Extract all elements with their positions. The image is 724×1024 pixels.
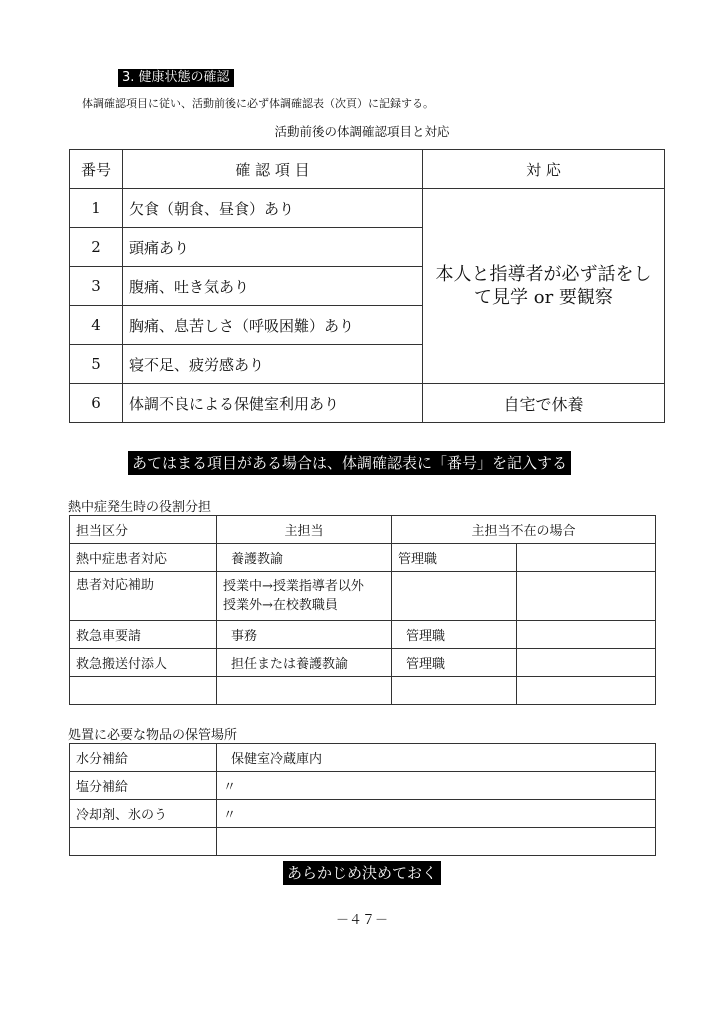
table3-caption: 処置に必要な物品の保管場所 <box>68 728 238 743</box>
row-number: 1 <box>70 189 123 228</box>
row-item: 腹痛、吐き気あり <box>123 267 423 306</box>
empty-cell <box>70 677 217 705</box>
table-row <box>70 384 665 423</box>
header-item: 確 認 項 目 <box>123 150 423 189</box>
role-absent-2 <box>517 621 656 649</box>
role-main: 事務 <box>217 621 392 649</box>
table-row <box>70 744 656 772</box>
empty-cell <box>217 828 656 856</box>
empty-cell <box>392 677 517 705</box>
row-item: 胸痛、息苦しさ（呼吸困難）あり <box>123 306 423 345</box>
row-number: 5 <box>70 345 123 384</box>
role-category: 患者対応補助 <box>70 572 217 621</box>
role-category: 救急搬送付添人 <box>70 649 217 677</box>
table-row <box>70 544 656 572</box>
storage-location: 保健室冷蔵庫内 <box>217 744 656 772</box>
instruction-text: 体調確認項目に従い、活動前後に必ず体調確認表（次頁）に記録する。 <box>82 97 434 110</box>
role-absent-1 <box>392 572 517 621</box>
table-row <box>70 572 656 621</box>
table-row-empty <box>70 677 656 705</box>
table-row <box>70 621 656 649</box>
row-item: 頭痛あり <box>123 228 423 267</box>
empty-cell <box>70 828 217 856</box>
header-main: 主担当 <box>217 516 392 544</box>
response-rest-at-home: 自宅で休養 <box>423 384 665 423</box>
page-number: －４７－ <box>335 913 388 928</box>
row-item: 寝不足、疲労感あり <box>123 345 423 384</box>
role-absent-1: 管理職 <box>392 621 517 649</box>
response-group-text: 本人と指導者が必ず話をして見学 or 要観察 <box>435 264 652 308</box>
role-absent-2 <box>517 649 656 677</box>
header-response: 対 応 <box>423 150 665 189</box>
health-check-table <box>69 149 665 423</box>
table2-caption: 熱中症発生時の役割分担 <box>68 500 212 515</box>
response-group <box>423 189 665 384</box>
table-row <box>70 772 656 800</box>
section-heading: 3. 健康状態の確認 <box>118 69 234 87</box>
row-number: 3 <box>70 267 123 306</box>
header-absent: 主担当不在の場合 <box>392 516 656 544</box>
row-item: 体調不良による保健室利用あり <box>123 384 423 423</box>
storage-item: 水分補給 <box>70 744 217 772</box>
header-category: 担当区分 <box>70 516 217 544</box>
storage-item: 冷却剤、氷のう <box>70 800 217 828</box>
storage-location: 〃 <box>217 772 656 800</box>
row-number: 6 <box>70 384 123 423</box>
storage-location: 〃 <box>217 800 656 828</box>
role-absent-1: 管理職 <box>392 544 517 572</box>
banner-record-number: あてはまる項目がある場合は、体調確認表に「番号」を記入する <box>128 451 571 475</box>
row-number: 4 <box>70 306 123 345</box>
row-item: 欠食（朝食、昼食）あり <box>123 189 423 228</box>
table-row-empty <box>70 828 656 856</box>
table1-caption: 活動前後の体調確認項目と対応 <box>274 124 450 139</box>
empty-cell <box>517 677 656 705</box>
role-main-line: 授業中→授業指導者以外 <box>223 579 364 594</box>
row-number: 2 <box>70 228 123 267</box>
role-absent-1: 管理職 <box>392 649 517 677</box>
role-main: 養護教諭 <box>217 544 392 572</box>
role-main-multiline <box>217 572 392 621</box>
storage-location-table <box>69 743 656 856</box>
role-main: 担任または養護教諭 <box>217 649 392 677</box>
header-number: 番号 <box>70 150 123 189</box>
storage-item: 塩分補給 <box>70 772 217 800</box>
banner-decide-beforehand: あらかじめ決めておく <box>283 861 441 885</box>
role-main-line: 授業外→在校教職員 <box>223 598 338 613</box>
role-category: 熱中症患者対応 <box>70 544 217 572</box>
table-row <box>70 800 656 828</box>
role-category: 救急車要請 <box>70 621 217 649</box>
empty-cell <box>217 677 392 705</box>
role-absent-2 <box>517 544 656 572</box>
table-row <box>70 189 665 228</box>
table-row <box>70 649 656 677</box>
role-absent-2 <box>517 572 656 621</box>
role-assignment-table <box>69 515 656 705</box>
